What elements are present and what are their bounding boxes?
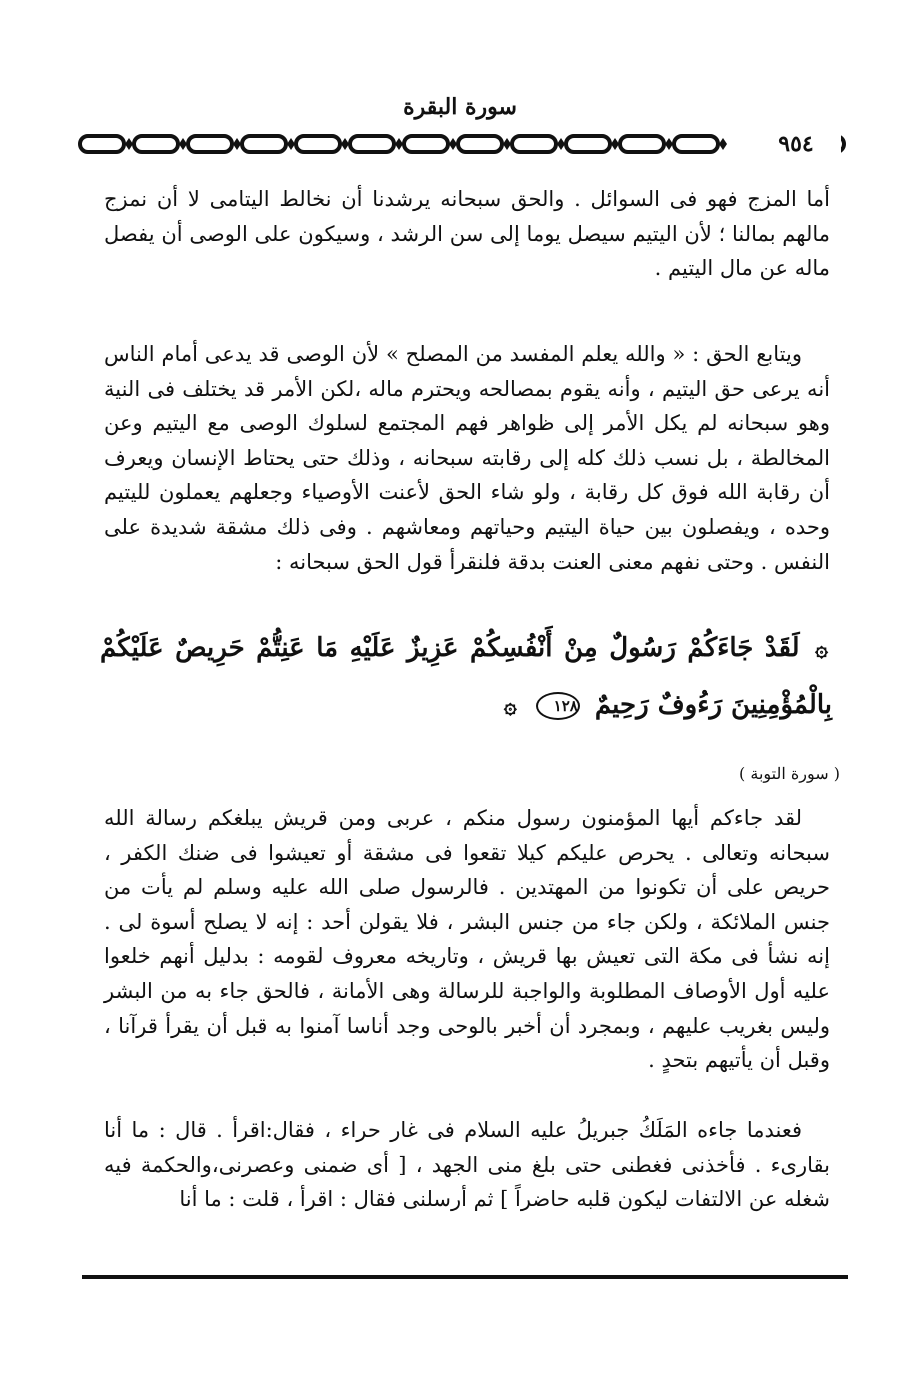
verse-open-ornament: ۞ — [815, 636, 828, 662]
header-ornament-row — [76, 128, 848, 160]
verse-close-ornament: ۞ — [503, 693, 517, 719]
paragraph-3: لقد جاءكم أيها المؤمنون رسول منكم ، عربى ومن قريش يبلغكم رسالة الله سبحانه وتعالى . يحرص عليكم كيلا تقعوا فى مشقة أو تعيشوا فى ضنك الكفر ، حريص على أن تكونوا من المهتدين . فالرسول صلى الله عليه وسلم لم يأت من جنس الملائكة ، ولكن جاء من جنس البشر ، فلا يقولن أحد : إنه لا يصلح أسوة لى . إنه نشأ فى مكة التى تعيش بها قريش ، وتاريخه معروف لقومه : بدليل أنهم خلعوا عليه أول الأوصاف المطلوبة والواجبة للرسالة وهى الأمانة ، فالحق جاء به من البشر وليس بغريب عليهم ، وبمجرد أن أخبر بالوحى وجد أناسا آمنوا به قبل أن يقرأ قرآنا ، وقبل أن يأتيهم بتحدٍ . — [104, 806, 830, 1073]
verse-text: لَقَدْ جَاءَكُمْ رَسُولٌ مِنْ أَنْفُسِكُمْ عَزِيزٌ عَلَيْهِ مَا عَنِتُّمْ حَرِيصٌ عَلَيْكُمْ بِالْمُؤْمِنِينَ رَءُوفٌ رَحِيمٌ — [100, 633, 832, 720]
quran-verse — [100, 620, 832, 734]
surah-title: سورة البقرة — [403, 94, 517, 120]
surah-citation: ( سورة التوبة ) — [739, 764, 840, 783]
paragraph-2: ويتابع الحق : « والله يعلم المفسد من المصلح » لأن الوصى قد يدعى أمام الناس أنه يرعى حق اليتيم ، وأنه يقوم بمصالحه ويحترم ماله ،لكن الأمر قد يختلف فى النية وهو سبحانه لم يكل الأمر إلى ظواهر فهم المجتمع لسلوك الوصى مع اليتيم وعن المخالطة ، بل نسب ذلك كله إلى رقابته سبحانه ، وذلك حتى يحتاط الإنسان ويعرف أن رقابة الله فوق كل رقابة ، ولو شاء الحق لأعنت الأوصياء وجعلهم يعملون لليتيم وحده ، ويفصلون بين حياة اليتيم وحياتهم ومعاشهم . وفى ذلك مشقة شديدة على النفس . وحتى نفهم معنى العنت بدقة فلنقرأ قول الحق سبحانه : — [104, 342, 830, 574]
paragraph-1: أما المزج فهو فى السوائل . والحق سبحانه يرشدنا أن نخالط اليتامى لا أن نمزج مالهم بمالنا ؛ لأن اليتيم سيصل يوما إلى سن الرشد ، وسيكون على الوصى أن يفصل ماله عن مال اليتيم . — [104, 187, 830, 281]
paragraph-4: فعندما جاءه المَلَكُ جبريلُ عليه السلام فى غار حراء ، فقال:اقرأ . قال : ما أنا بقارىء . فأخذنى فغطنى حتى بلغ منى الجهد ، [ أى ضمنى وعصرنى،والحكمة فيه شغله عن الالتفات ليكون قلبه حاضراً ] ثم أرسلنى فقال : اقرأ ، قلت : ما أنا — [104, 1118, 830, 1212]
chain-border-ornament — [76, 128, 848, 160]
bottom-rule — [82, 1275, 848, 1279]
page-number: ٩٥٤ — [751, 128, 841, 160]
ayah-number-marker: ١٢٨ — [536, 692, 580, 720]
